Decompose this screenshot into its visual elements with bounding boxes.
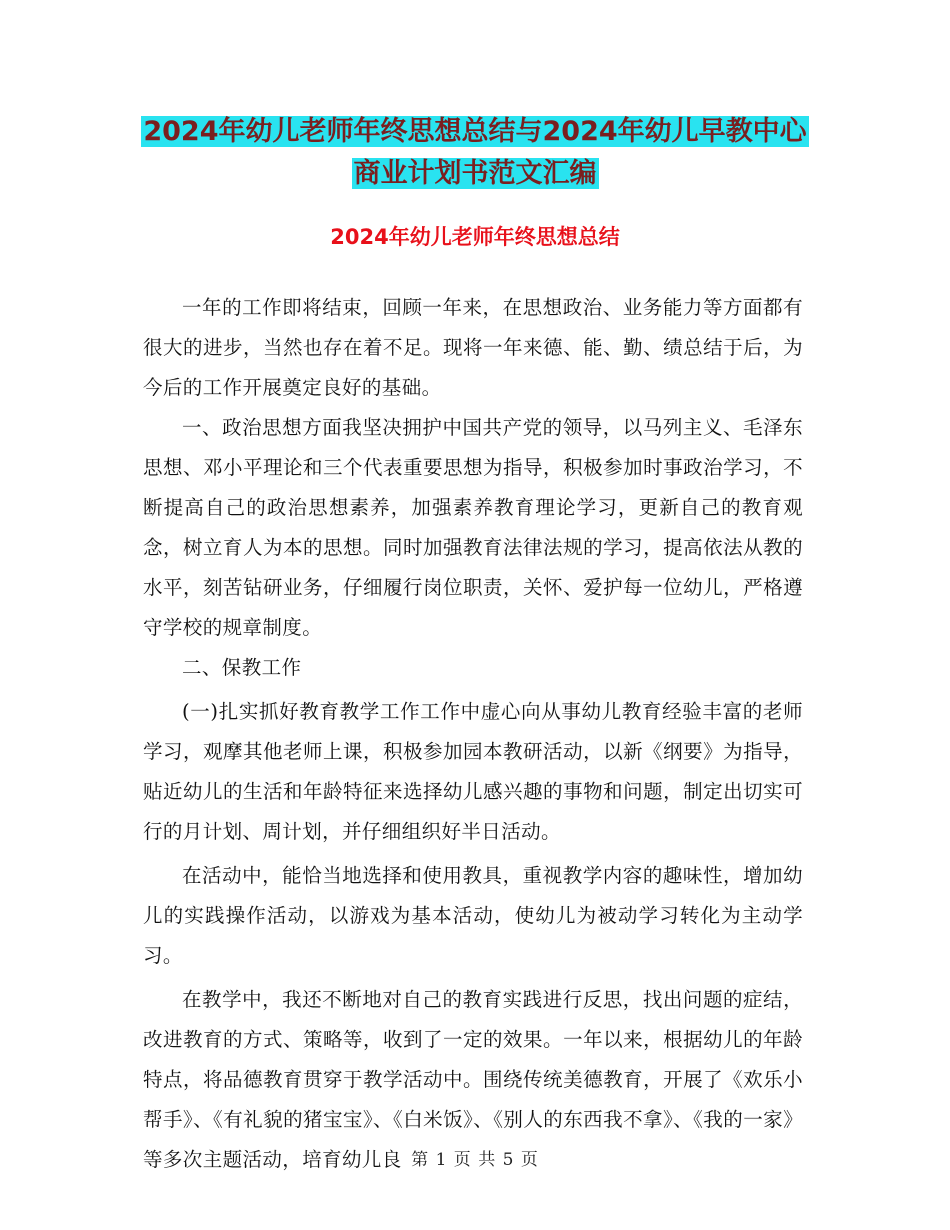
document-body (143, 288, 803, 1180)
section-heading: 2024年幼儿老师年终思想总结 (330, 225, 620, 249)
document-title-line-2-text: 商业计划书范文汇编 (353, 158, 597, 189)
document-title-line-1 (0, 110, 950, 154)
paragraph-care-heading: 二、保教工作 (182, 656, 302, 679)
paragraph-intro: 一年的工作即将结束，回顾一年来，在思想政治、业务能力等方面都有很大的进步，当然也存在着不足。现将一年来德、能、勤、绩总结于后，为今后的工作开展奠定良好的基础。 (143, 296, 803, 399)
paragraph-activities: 在活动中，能恰当地选择和使用教具，重视教学内容的趣味性，增加幼儿的实践操作活动，以游戏为基本活动，使幼儿为被动学习转化为主动学习。 (143, 864, 803, 967)
paragraph-teaching: (一)扎实抓好教育教学工作工作中虚心向从事幼儿教育经验丰富的老师学习，观摩其他老师上课，积极参加园本教研活动，以新《纲要》为指导，贴近幼儿的生活和年龄特征来选择幼儿感兴趣的事物和问题，制定出切实可行的月计划、周计划，并仔细组织好半日活动。 (143, 700, 803, 843)
document-title-line-2 (0, 152, 950, 196)
document-title-line-1-text: 2024年幼儿老师年终思想总结与2024年幼儿早教中心 (143, 116, 807, 147)
page-footer: 第 1 页 共 5 页 (411, 1150, 539, 1170)
paragraph-political: 一、政治思想方面我坚决拥护中国共产党的领导，以马列主义、毛泽东思想、邓小平理论和三个代表重要思想为指导，积极参加时事政治学习，不断提高自己的政治思想素养，加强素养教育理论学习，更新自己的教育观念，树立育人为本的思想。同时加强教育法律法规的学习，提高依法从教的水平，刻苦钻研业务，仔细履行岗位职责，关怀、爱护每一位幼儿，严格遵守学校的规章制度。 (143, 416, 803, 639)
paragraph-reflection: 在教学中，我还不断地对自己的教育实践进行反思，找出问题的症结，改进教育的方式、策略等，收到了一定的效果。一年以来，根据幼儿的年龄特点，将品德教育贯穿于教学活动中。围绕传统美德教育，开展了《欢乐小帮手》、《有礼貌的猪宝宝》、《白米饭》、《别人的东西我不拿》、《我的一家》等多次主题活动，培育幼儿良 (143, 988, 803, 1171)
